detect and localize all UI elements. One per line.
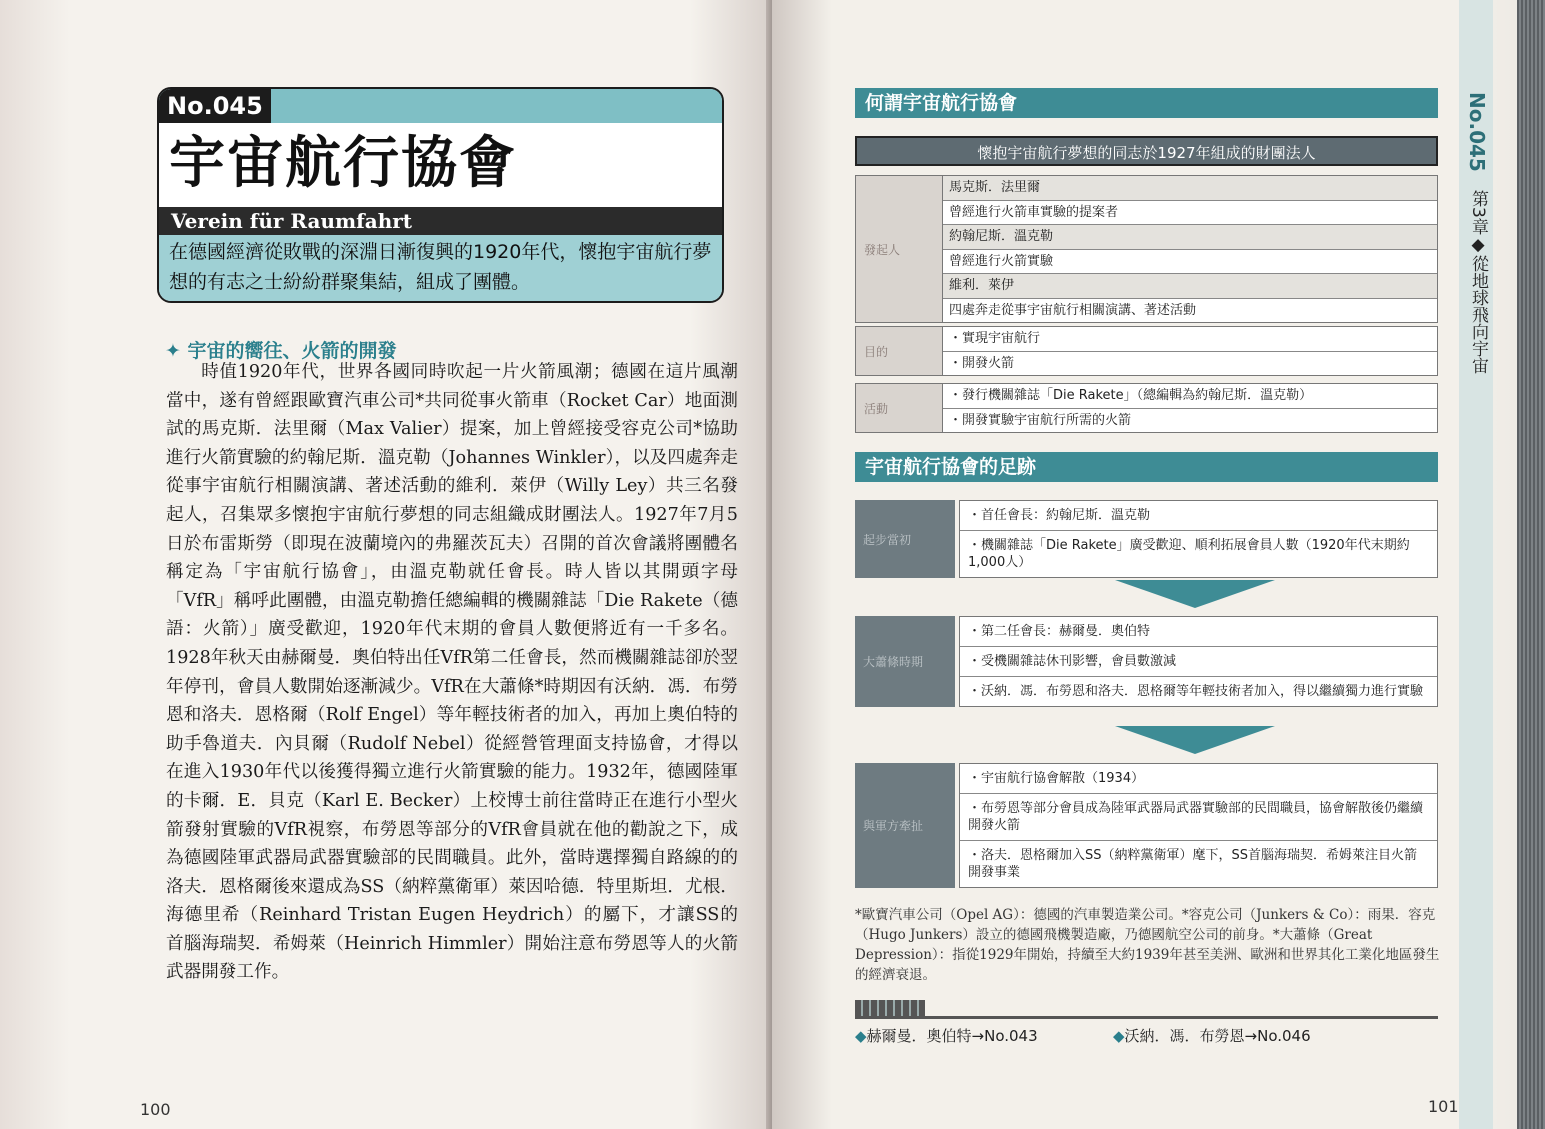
timeline-label: 大蕭條時期 bbox=[855, 616, 955, 707]
related-items-label bbox=[855, 1000, 925, 1016]
related-link-1[interactable]: ◆赫爾曼．奧伯特→No.043 bbox=[855, 1027, 1038, 1045]
page-edges bbox=[1517, 0, 1545, 1129]
table-row: ・開發實驗宇宙航行所需的火箭 bbox=[949, 412, 1132, 428]
section-heading-what-is: 何謂宇宙航行協會 bbox=[855, 88, 1438, 118]
down-arrow-icon bbox=[1115, 580, 1275, 608]
article-number: No.045 bbox=[159, 89, 271, 123]
left-page bbox=[0, 0, 772, 1129]
footnotes: *歐寶汽車公司（Opel AG）：德國的汽車製造業公司。*容克公司（Junkers & Co）：雨果．容克（Hugo Junkers）設立的德國飛機製造廠，乃德國航空公司的前身。*大蕭條（Great Depression）：指從1929年開始，持續至大約1939年甚至美洲、歐洲和世界其化工業化地區發生的經濟衰退。 bbox=[855, 907, 1440, 983]
section-heading-history: 宇宙航行協會的足跡 bbox=[855, 452, 1438, 482]
activity-table bbox=[855, 383, 1438, 433]
related-link-2[interactable]: ◆沃納．馮．布勞恩→No.046 bbox=[1113, 1027, 1311, 1045]
body-text bbox=[166, 358, 738, 987]
activity-label: 活動 bbox=[856, 384, 943, 432]
side-article-number: No.045 bbox=[1465, 92, 1489, 172]
table-row: 維利．萊伊 bbox=[943, 274, 1437, 299]
related-items-bar bbox=[855, 1000, 1438, 1019]
table-row: ・開發火箭 bbox=[949, 355, 1015, 371]
timeline-stage-2 bbox=[855, 616, 1438, 707]
table-row: 馬克斯．法里爾 bbox=[943, 176, 1437, 201]
timeline-row: ・布勞恩等部分會員成為陸軍武器局武器實驗部的民間職員，協會解散後仍繼續開發火箭 bbox=[960, 794, 1437, 841]
page-title: 宇宙航行協會 bbox=[169, 131, 517, 196]
timeline-stage-1 bbox=[855, 500, 1438, 578]
article-header-box bbox=[157, 87, 724, 303]
founders-label: 發起人 bbox=[856, 176, 943, 322]
table-row: 曾經進行火箭實驗 bbox=[943, 250, 1437, 275]
table-row: 四處奔走從事宇宙航行相關演講、著述活動 bbox=[949, 302, 1197, 318]
purpose-label: 目的 bbox=[856, 327, 943, 375]
body-paragraph: 時值1920年代，世界各國同時吹起一片火箭風潮；德國在這片風潮當中，遂有曾經跟歐寶汽車公司*共同從事火箭車（Rocket Car）地面測試的馬克斯．法里爾（Max Valier）提案，加上曾經接受容克公司*協助進行火箭實驗的約翰尼斯．溫克勒（Johannes Winkler），以及四處奔走從事宇宙航行相關演講、著述活動的維利．萊伊（Willy Ley）共三名發起人，召集眾多懷抱宇宙航行夢想的同志組織成財團法人。1927年7月5日於布雷斯勞（即現在波蘭境內的弗羅茨瓦夫）召開的首次會議將團體名稱定為「宇宙航行協會」，由溫克勒就任會長。時人皆以其開頭字母「VfR」稱呼此團體，由溫克勒擔任總編輯的機關雜誌「Die Rakete（德語：火箭）」廣受歡迎，1920年代末期的會員人數便將近有一千多名。1928年秋天由赫爾曼．奧伯特出任VfR第二任會長，然而機關雜誌卻於翌年停刊，會員人數開始逐漸減少。VfR在大蕭條*時期因有沃納．馮．布勞恩和洛夫．恩格爾（Rolf Engel）等年輕技術者的加入，再加上奧伯特的助手魯道夫．內貝爾（Rudolf Nebel）從經營管理面支持協會，才得以在進入1930年代以後獲得獨立進行火箭實驗的能力。1932年，德國陸軍的卡爾．E．貝克（Karl E. Becker）上校博士前往當時正在進行小型火箭發射實驗的VfR視察，布勞恩等部分的VfR會員就在他的勸說之下，成為德國陸軍武器局武器實驗部的民間職員。此外，當時選擇獨自路線的的洛夫．恩格爾後來還成為SS（納粹黨衛軍）萊因哈德．特里斯坦．尤根．海德里希（Reinhard Tristan Eugen Heydrich）的屬下，才讓SS的首腦海瑞契．希姆萊（Heinrich Himmler）開始注意布勞恩等人的火箭武器開發工作。 bbox=[166, 362, 738, 983]
down-arrow-icon bbox=[1115, 726, 1275, 754]
purpose-table bbox=[855, 326, 1438, 376]
timeline-row: ・第二任會長：赫爾曼．奧伯特 bbox=[960, 617, 1437, 647]
timeline-label: 與軍方牽扯 bbox=[855, 763, 955, 888]
page-number-right: 101 bbox=[1428, 1097, 1459, 1116]
timeline-row: ・機關雜誌「Die Rakete」廣受歡迎、順利拓展會員人數（1920年代末期約1,000人） bbox=[968, 538, 1410, 570]
timeline-row: ・洛夫．恩格爾加入SS（納粹黨衛軍）麾下，SS首腦海瑞契．希姆萊注目火箭開發事業 bbox=[968, 848, 1418, 880]
definition-banner: 懷抱宇宙航行夢想的同志於1927年組成的財團法人 bbox=[855, 136, 1438, 166]
table-row: ・發行機關雜誌「Die Rakete」（總編輯為約翰尼斯．溫克勒） bbox=[943, 384, 1437, 409]
page-number-left: 100 bbox=[140, 1100, 171, 1119]
diamond-icon: ◆ bbox=[1113, 1027, 1125, 1045]
timeline-row: ・沃納．馮．布勞恩和洛夫．恩格爾等年輕技術者加入，得以繼續獨力進行實驗 bbox=[968, 684, 1424, 699]
page-subtitle: Verein für Raumfahrt bbox=[159, 207, 722, 235]
founders-table bbox=[855, 175, 1438, 323]
table-row: 約翰尼斯．溫克勒 bbox=[943, 225, 1437, 250]
diamond-icon: ◆ bbox=[855, 1027, 867, 1045]
timeline-stage-3 bbox=[855, 763, 1438, 888]
timeline-label: 起步當初 bbox=[855, 500, 955, 578]
table-row: 曾經進行火箭車實驗的提案者 bbox=[943, 201, 1437, 226]
timeline-row: ・宇宙航行協會解散（1934） bbox=[960, 764, 1437, 794]
side-chapter-title: 第3章◆從地球飛向宇宙 bbox=[1468, 190, 1488, 374]
lead-summary: 在德國經濟從敗戰的深淵日漸復興的1920年代，懷抱宇宙航行夢想的有志之士紛紛群聚集結，組成了團體。 bbox=[159, 235, 722, 301]
diamond-icon: ✦ bbox=[165, 340, 181, 362]
timeline-row: ・首任會長：約翰尼斯．溫克勒 bbox=[960, 501, 1437, 531]
section-heading-text: 宇宙的嚮往、火箭的開發 bbox=[187, 340, 397, 362]
table-row: ・實現宇宙航行 bbox=[943, 327, 1437, 352]
timeline-row: ・受機關雜誌休刊影響，會員數激減 bbox=[960, 647, 1437, 677]
